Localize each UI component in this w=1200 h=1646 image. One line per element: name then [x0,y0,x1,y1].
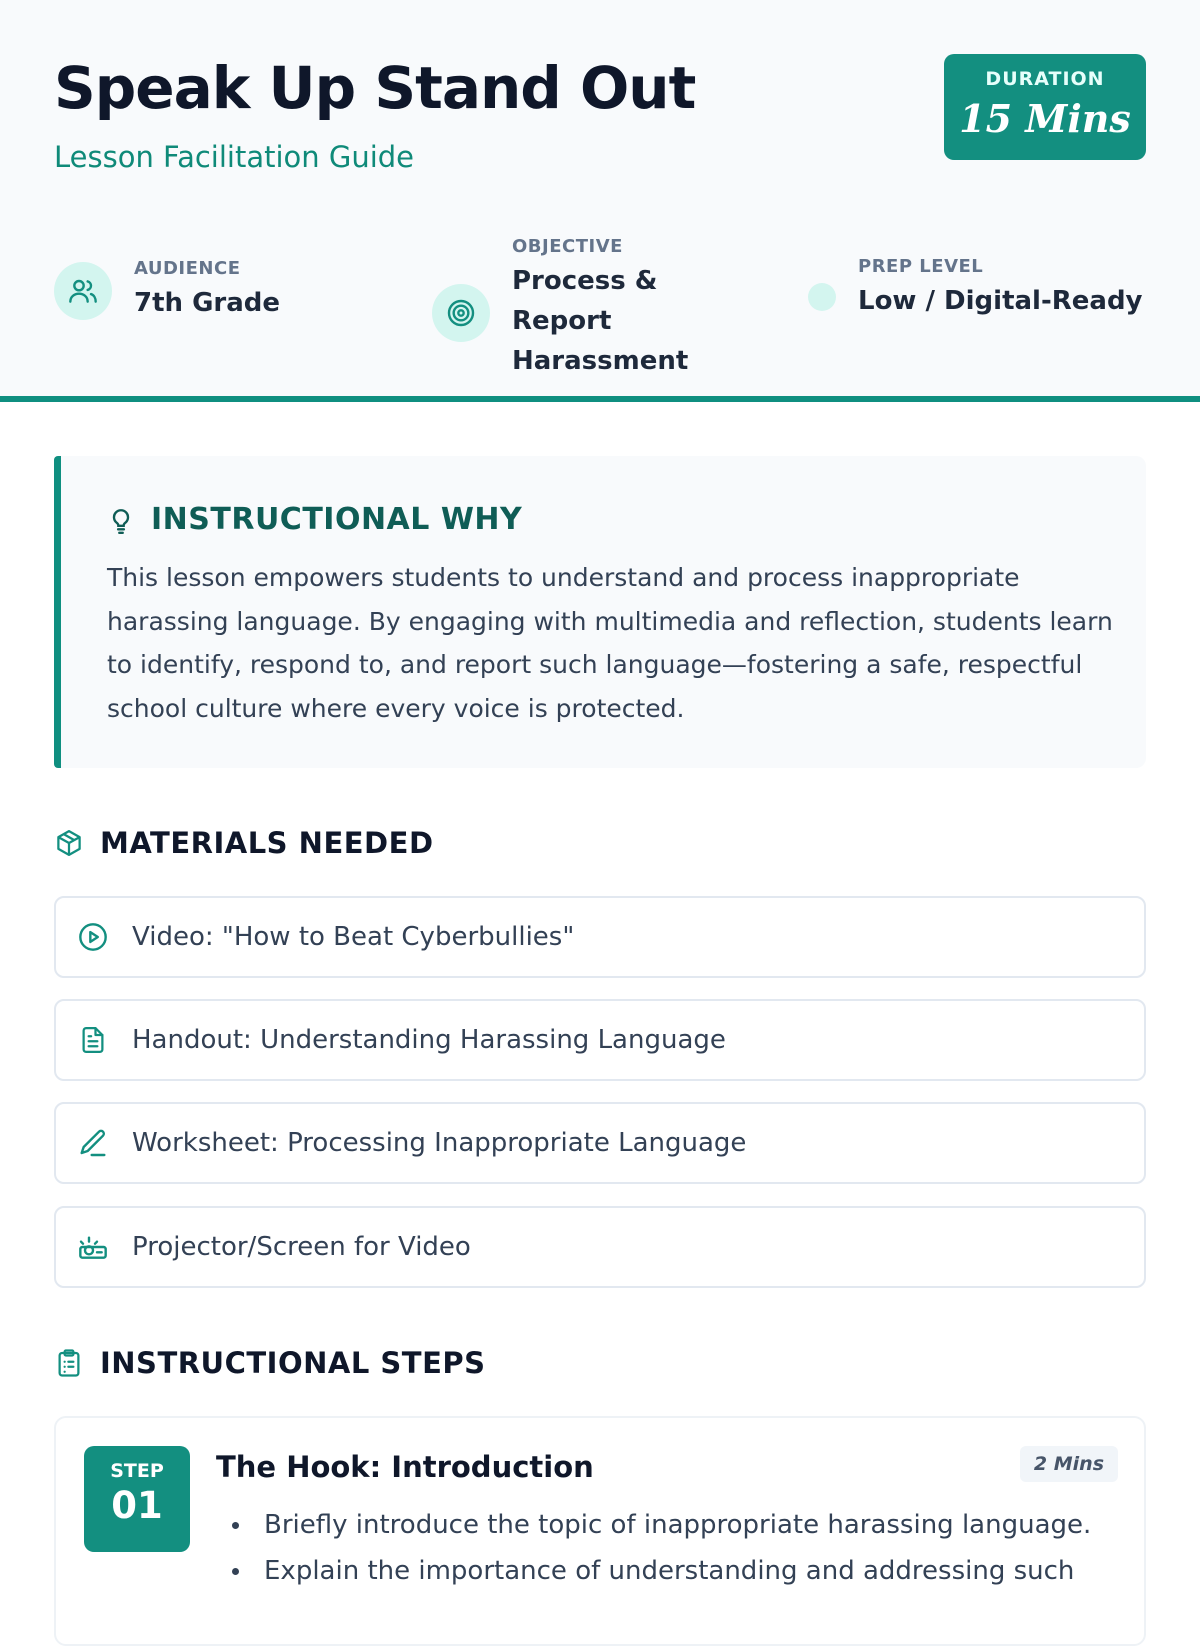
projector-icon [76,1230,110,1264]
list-item: Explain the importance of understanding and addressing such [216,1548,1116,1594]
step-bullets [216,1502,1116,1594]
instructional-why-box [54,456,1146,768]
duration-value: 15 Mins [959,96,1131,141]
steps-heading-text: INSTRUCTIONAL STEPS [100,1346,486,1380]
dot-icon [808,283,836,311]
meta-audience-key: AUDIENCE [134,258,241,279]
material-label: Handout: Understanding Harassing Language [132,1025,726,1055]
meta-prep-level [808,256,1143,321]
meta-objective [432,236,752,381]
materials-heading [54,826,434,860]
material-label: Projector/Screen for Video [132,1232,471,1262]
lightbulb-icon [107,504,135,536]
play-circle-icon [76,920,110,954]
list-item: Briefly introduce the topic of inappropriate harassing language. [216,1502,1116,1548]
page-title: Speak Up Stand Out [54,54,696,122]
material-item [54,1102,1146,1184]
box-icon [54,828,84,858]
meta-prep-value: Low / Digital-Ready [858,286,1143,316]
step-time-badge: 2 Mins [1020,1446,1118,1482]
target-icon [432,284,490,342]
pencil-icon [76,1126,110,1160]
step-number: 01 [111,1484,163,1527]
materials-heading-text: MATERIALS NEEDED [100,826,434,860]
material-item [54,999,1146,1081]
clipboard-icon [54,1347,84,1379]
material-label: Video: "How to Beat Cyberbullies" [132,922,575,952]
meta-audience [54,258,280,323]
why-heading-text: INSTRUCTIONAL WHY [151,502,523,537]
duration-label: DURATION [985,68,1105,90]
step-label: STEP [110,1460,164,1482]
meta-audience-value: 7th Grade [134,288,281,318]
material-item [54,896,1146,978]
why-text: This lesson empowers students to understand and process inappropriate harassing language. By engaging with multimedia and reflection, students learn to identify, respond to, and report such language—fostering a safe, respectful school culture where every voice is protected. [107,563,1113,723]
document-icon [76,1023,110,1057]
material-item [54,1206,1146,1288]
meta-objective-key: OBJECTIVE [512,236,623,257]
users-icon [54,262,112,320]
duration-badge [944,54,1146,160]
material-label: Worksheet: Processing Inappropriate Language [132,1128,747,1158]
lesson-header [0,0,1200,402]
page-subtitle: Lesson Facilitation Guide [54,140,415,174]
meta-prep-key: PREP LEVEL [858,256,984,277]
step-title: The Hook: Introduction [216,1450,594,1484]
step-card [54,1416,1146,1646]
meta-objective-value: Process & Report Harassment [512,266,689,376]
step-badge [84,1446,190,1552]
why-heading [107,502,522,537]
steps-heading [54,1346,486,1380]
